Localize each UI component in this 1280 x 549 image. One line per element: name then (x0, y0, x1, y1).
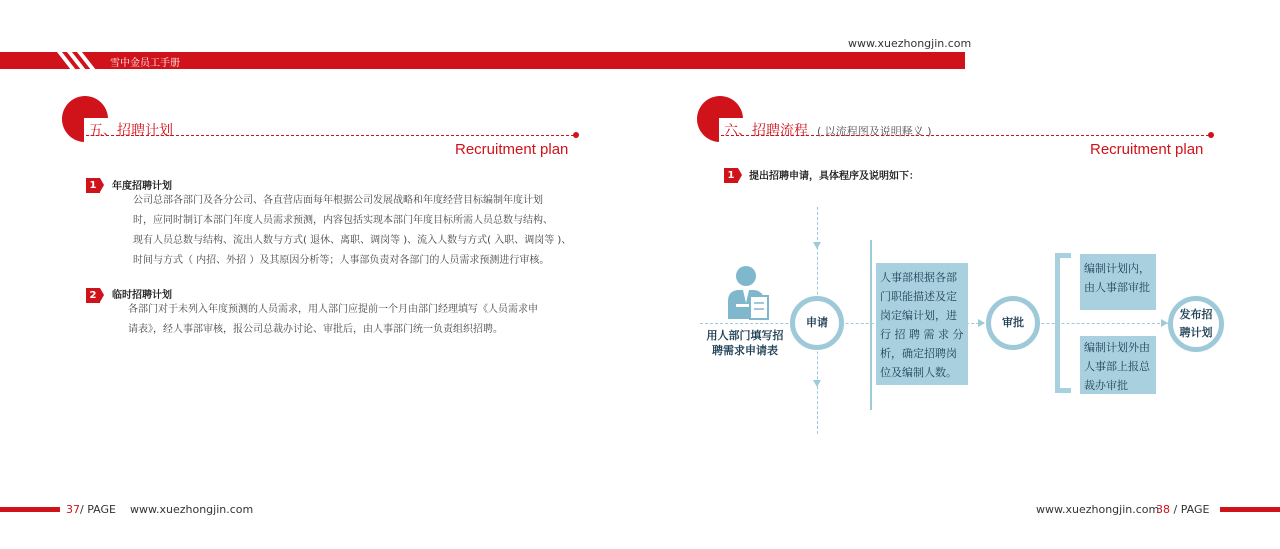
subtitle-en-left: Recruitment plan (455, 141, 569, 158)
page-num: 37 (66, 503, 80, 516)
arrow-down-icon (813, 380, 821, 387)
item-body-annual (133, 191, 593, 271)
text-line: 公司总部各部门及各分公司、各直营店面每年根据公司发展战略和年度经营目标编制年度计划 (133, 195, 543, 206)
text-line: 时，应同时制订本部门年度人员需求预测，内容包括实现本部门年度目标所需人员总数与结构、 (133, 215, 553, 226)
box-line: 析，确定招聘岗 (880, 347, 957, 360)
hr-analysis-box (876, 263, 968, 385)
box-line: 人事部上报总 (1084, 360, 1150, 373)
footer-bar-left (0, 507, 60, 512)
in-plan-box (1080, 254, 1156, 310)
item-number-1: 1 (86, 178, 100, 193)
divider-dot-right (1208, 132, 1214, 138)
item-heading-annual: 年度招聘计划 (112, 181, 172, 192)
arrow-right-icon (978, 319, 985, 327)
handbook-title: 雪中金员工手册 (110, 58, 180, 69)
item-body-temporary (128, 300, 588, 340)
text-line: 请表》，经人事部审核，报公司总裁办讨论、审批后，由人事部门统一负责组织招聘。 (128, 324, 503, 335)
site-url-top[interactable]: www.xuezhongjin.com (848, 37, 972, 50)
text-line: 各部门对于未列入年度预测的人员需求，用人部门应提前一个月由部门经理填写《人员需求申 (128, 304, 538, 315)
section-divider-right (721, 135, 1209, 136)
box-line: 编制计划外由 (1084, 341, 1150, 354)
person-label (700, 328, 790, 358)
label-line: 发布招 (1179, 308, 1213, 321)
page-num: 38 (1156, 503, 1170, 516)
page-number-right (1156, 503, 1209, 516)
label-line: 聘计划 (1179, 326, 1213, 339)
arrow-down-icon (813, 242, 821, 249)
person-icon (724, 263, 772, 321)
text-line: 现有人员总数与结构、流出人数与方式( 退休、离职、调岗等 )、流入人数与方式( 入职、调岗等 )、 (133, 235, 572, 246)
page-word: / PAGE (80, 503, 116, 516)
page-number-left (66, 503, 116, 516)
box-line: 编制计划内， (1084, 262, 1150, 275)
step-text: 提出招聘申请，具体程序及说明如下： (749, 171, 919, 182)
site-url-footer-right[interactable]: www.xuezhongjin.com (1036, 503, 1160, 516)
section-note-right: ( 以流程图及说明释义 ) (817, 125, 932, 138)
step-number-1: 1 (724, 168, 738, 183)
approve-node (986, 296, 1040, 350)
box-line: 岗定编计划，进 (880, 309, 957, 322)
out-plan-box (1080, 336, 1156, 394)
approve-label: 审批 (1002, 316, 1024, 329)
site-url-footer-left[interactable]: www.xuezhongjin.com (130, 503, 254, 516)
apply-label: 申请 (806, 316, 828, 329)
label-line: 用人部门填写招 (706, 329, 784, 342)
box-line: 人事部根据各部 (880, 271, 957, 284)
arrow-right-icon (1161, 319, 1168, 327)
text-line: 时间与方式（ 内招、外招 ）及其原因分析等；人事部负责对各部门的人员需求预测进行审核。 (133, 255, 550, 266)
apply-node (790, 296, 844, 350)
item-number-2: 2 (86, 288, 100, 303)
section-divider-left (86, 135, 574, 136)
publish-node (1168, 296, 1224, 352)
box-line: 位及编制人数。 (880, 366, 957, 379)
box-line: 由人事部审批 (1084, 281, 1150, 294)
footer-bar-right (1220, 507, 1280, 512)
section-title-right: 六、招聘流程 (724, 123, 808, 139)
subtitle-en-right: Recruitment plan (1090, 141, 1204, 158)
plan-bracket (1055, 253, 1071, 393)
box-line: 裁办审批 (1084, 379, 1128, 392)
item-heading-temporary: 临时招聘计划 (112, 290, 172, 301)
box-line: 行 招 聘 需 求 分 (880, 328, 964, 341)
label-line: 聘需求申请表 (712, 344, 778, 357)
publish-label (1180, 306, 1213, 342)
box-line: 门职能描述及定 (880, 290, 957, 303)
page-word: / PAGE (1173, 503, 1210, 516)
divider-dot-left (573, 132, 579, 138)
section-title-left: 五、招聘计划 (89, 123, 173, 139)
